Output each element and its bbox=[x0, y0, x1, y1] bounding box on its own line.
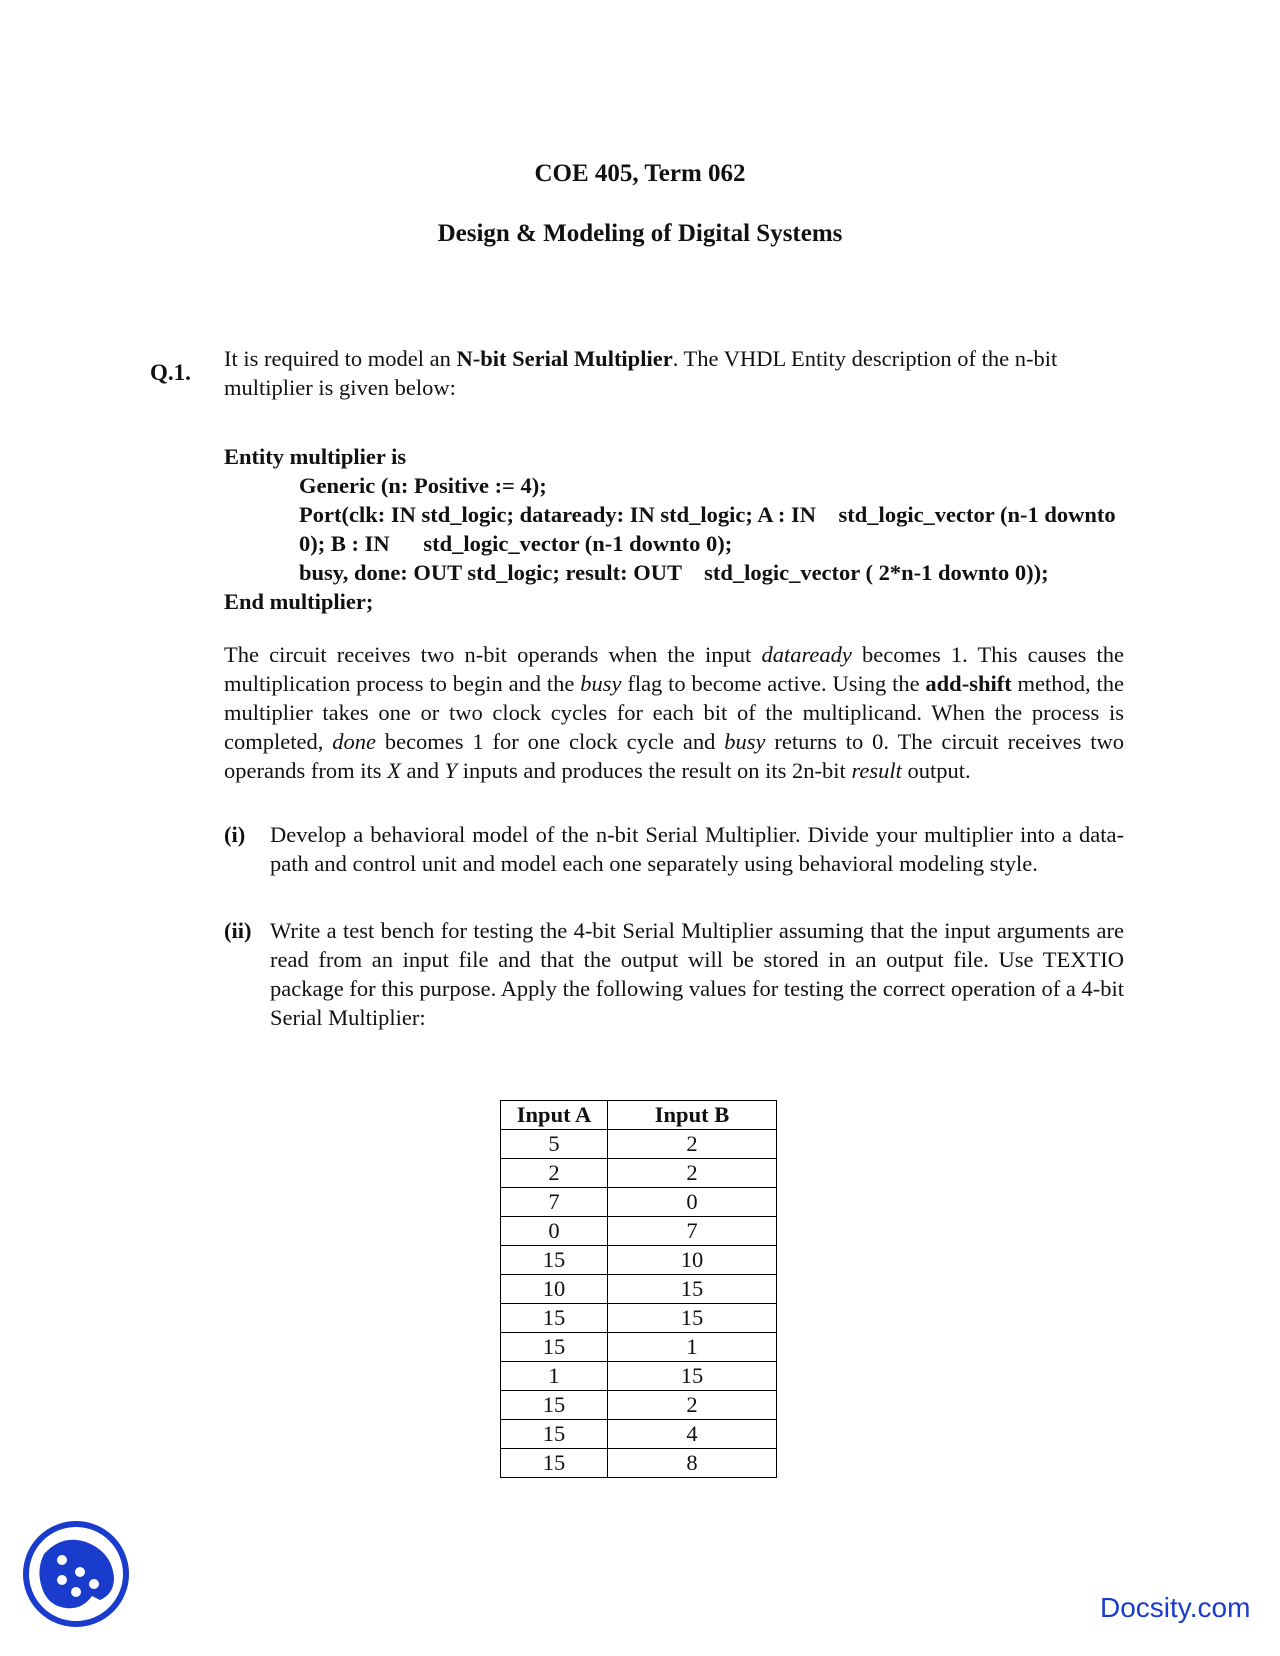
cell-input-a: 5 bbox=[501, 1130, 608, 1159]
table-row bbox=[501, 1188, 777, 1217]
cell-input-b: 15 bbox=[608, 1362, 777, 1391]
table-row bbox=[501, 1304, 777, 1333]
table-row bbox=[501, 1362, 777, 1391]
cell-input-a: 15 bbox=[501, 1449, 608, 1478]
para-text: output. bbox=[901, 758, 971, 783]
para-text: and bbox=[400, 758, 445, 783]
table-row bbox=[501, 1159, 777, 1188]
cell-input-b: 7 bbox=[608, 1217, 777, 1246]
table-row bbox=[501, 1391, 777, 1420]
intro-text-2: . The VHDL Entity description of the n-bit multiplier is given below: bbox=[224, 346, 1058, 400]
table-body bbox=[501, 1130, 777, 1478]
para-italic-busy: busy bbox=[580, 671, 622, 696]
part-i bbox=[224, 820, 1124, 878]
para-italic-done: done bbox=[332, 729, 376, 754]
table-row bbox=[501, 1246, 777, 1275]
table-row bbox=[501, 1130, 777, 1159]
table-row bbox=[501, 1449, 777, 1478]
cell-input-a: 10 bbox=[501, 1275, 608, 1304]
cell-input-a: 2 bbox=[501, 1159, 608, 1188]
cell-input-a: 0 bbox=[501, 1217, 608, 1246]
cell-input-b: 15 bbox=[608, 1275, 777, 1304]
para-text: becomes 1 for one clock cycle and bbox=[375, 729, 725, 754]
docsity-logo-icon bbox=[22, 1520, 130, 1628]
question-intro bbox=[224, 344, 1124, 402]
header-input-a: Input A bbox=[501, 1101, 608, 1130]
table-header-row bbox=[501, 1101, 777, 1130]
cell-input-b: 10 bbox=[608, 1246, 777, 1275]
para-text: method, the multiplier takes one or two clock cycles for each bit of the multiplicand. When the process is completed, bbox=[224, 671, 1124, 754]
cell-input-b: 2 bbox=[608, 1391, 777, 1420]
part-i-text: Develop a behavioral model of the n-bit Serial Multiplier. Divide your multiplier into a data-path and control unit and model each one separately using behavioral modeling style. bbox=[270, 822, 1124, 876]
cell-input-a: 15 bbox=[501, 1391, 608, 1420]
table-row bbox=[501, 1217, 777, 1246]
intro-bold-term: N-bit Serial Multiplier bbox=[456, 346, 673, 371]
para-bold-add-shift: add-shift bbox=[925, 671, 1012, 696]
cell-input-a: 15 bbox=[501, 1333, 608, 1362]
entity-line-5: End multiplier; bbox=[224, 589, 374, 614]
cell-input-a: 15 bbox=[501, 1304, 608, 1333]
part-ii-text: Write a test bench for testing the 4-bit Serial Multiplier assuming that the input arguments are read from an input file and that the output will be stored in an output file. Use TEXTIO package for this purpose. Apply the following values for testing the correct operation of a 4-bit Serial Multiplier: bbox=[270, 918, 1124, 1030]
para-italic-y: Y bbox=[444, 758, 458, 783]
table-row bbox=[501, 1420, 777, 1449]
cell-input-b: 1 bbox=[608, 1333, 777, 1362]
para-text: becomes 1. This causes the multiplication process to begin and the bbox=[224, 642, 1124, 696]
entity-line-3: Port(clk: IN std_logic; dataready: IN std_logic; A : IN std_logic_vector (n-1 downto 0); B : IN std_logic_vector (n-1 downto 0); bbox=[299, 502, 1122, 556]
para-text: returns to 0. The circuit receives two operands from its bbox=[224, 729, 1124, 783]
entity-line-2: Generic (n: Positive := 4); bbox=[299, 473, 547, 498]
cell-input-b: 8 bbox=[608, 1449, 777, 1478]
table-row bbox=[501, 1333, 777, 1362]
para-text: inputs and produces the result on its 2n-bit bbox=[457, 758, 852, 783]
cell-input-b: 2 bbox=[608, 1159, 777, 1188]
question-label: Q.1. bbox=[150, 360, 191, 385]
docsity-brand-link[interactable]: Docsity.com bbox=[1100, 1592, 1251, 1623]
document-subtitle: Design & Modeling of Digital Systems bbox=[437, 220, 843, 247]
entity-line-4: busy, done: OUT std_logic; result: OUT std_logic_vector ( 2*n-1 downto 0)); bbox=[299, 560, 1049, 585]
part-i-number: (i) bbox=[224, 822, 246, 847]
cell-input-a: 15 bbox=[501, 1420, 608, 1449]
para-italic-x: X bbox=[387, 758, 401, 783]
course-title: COE 405, Term 062 bbox=[534, 160, 746, 187]
cell-input-b: 4 bbox=[608, 1420, 777, 1449]
cell-input-a: 1 bbox=[501, 1362, 608, 1391]
intro-text-1: It is required to model an bbox=[224, 346, 457, 371]
para-italic-busy: busy bbox=[724, 729, 766, 754]
cell-input-b: 0 bbox=[608, 1188, 777, 1217]
part-ii bbox=[224, 916, 1124, 1032]
para-text: flag to become active. Using the bbox=[621, 671, 926, 696]
cell-input-a: 7 bbox=[501, 1188, 608, 1217]
test-values-table bbox=[500, 1100, 777, 1478]
part-ii-number: (ii) bbox=[224, 918, 252, 943]
cell-input-a: 15 bbox=[501, 1246, 608, 1275]
cell-input-b: 2 bbox=[608, 1130, 777, 1159]
vhdl-entity-block bbox=[224, 442, 1124, 616]
cell-input-b: 15 bbox=[608, 1304, 777, 1333]
table-row bbox=[501, 1275, 777, 1304]
para-text: The circuit receives two n-bit operands when the input bbox=[224, 642, 762, 667]
para-italic-dataready: dataready bbox=[761, 642, 852, 667]
para-italic-result: result bbox=[851, 758, 902, 783]
entity-line-1: Entity multiplier is bbox=[224, 444, 407, 469]
header-input-b: Input B bbox=[608, 1101, 777, 1130]
description-paragraph bbox=[224, 640, 1124, 785]
